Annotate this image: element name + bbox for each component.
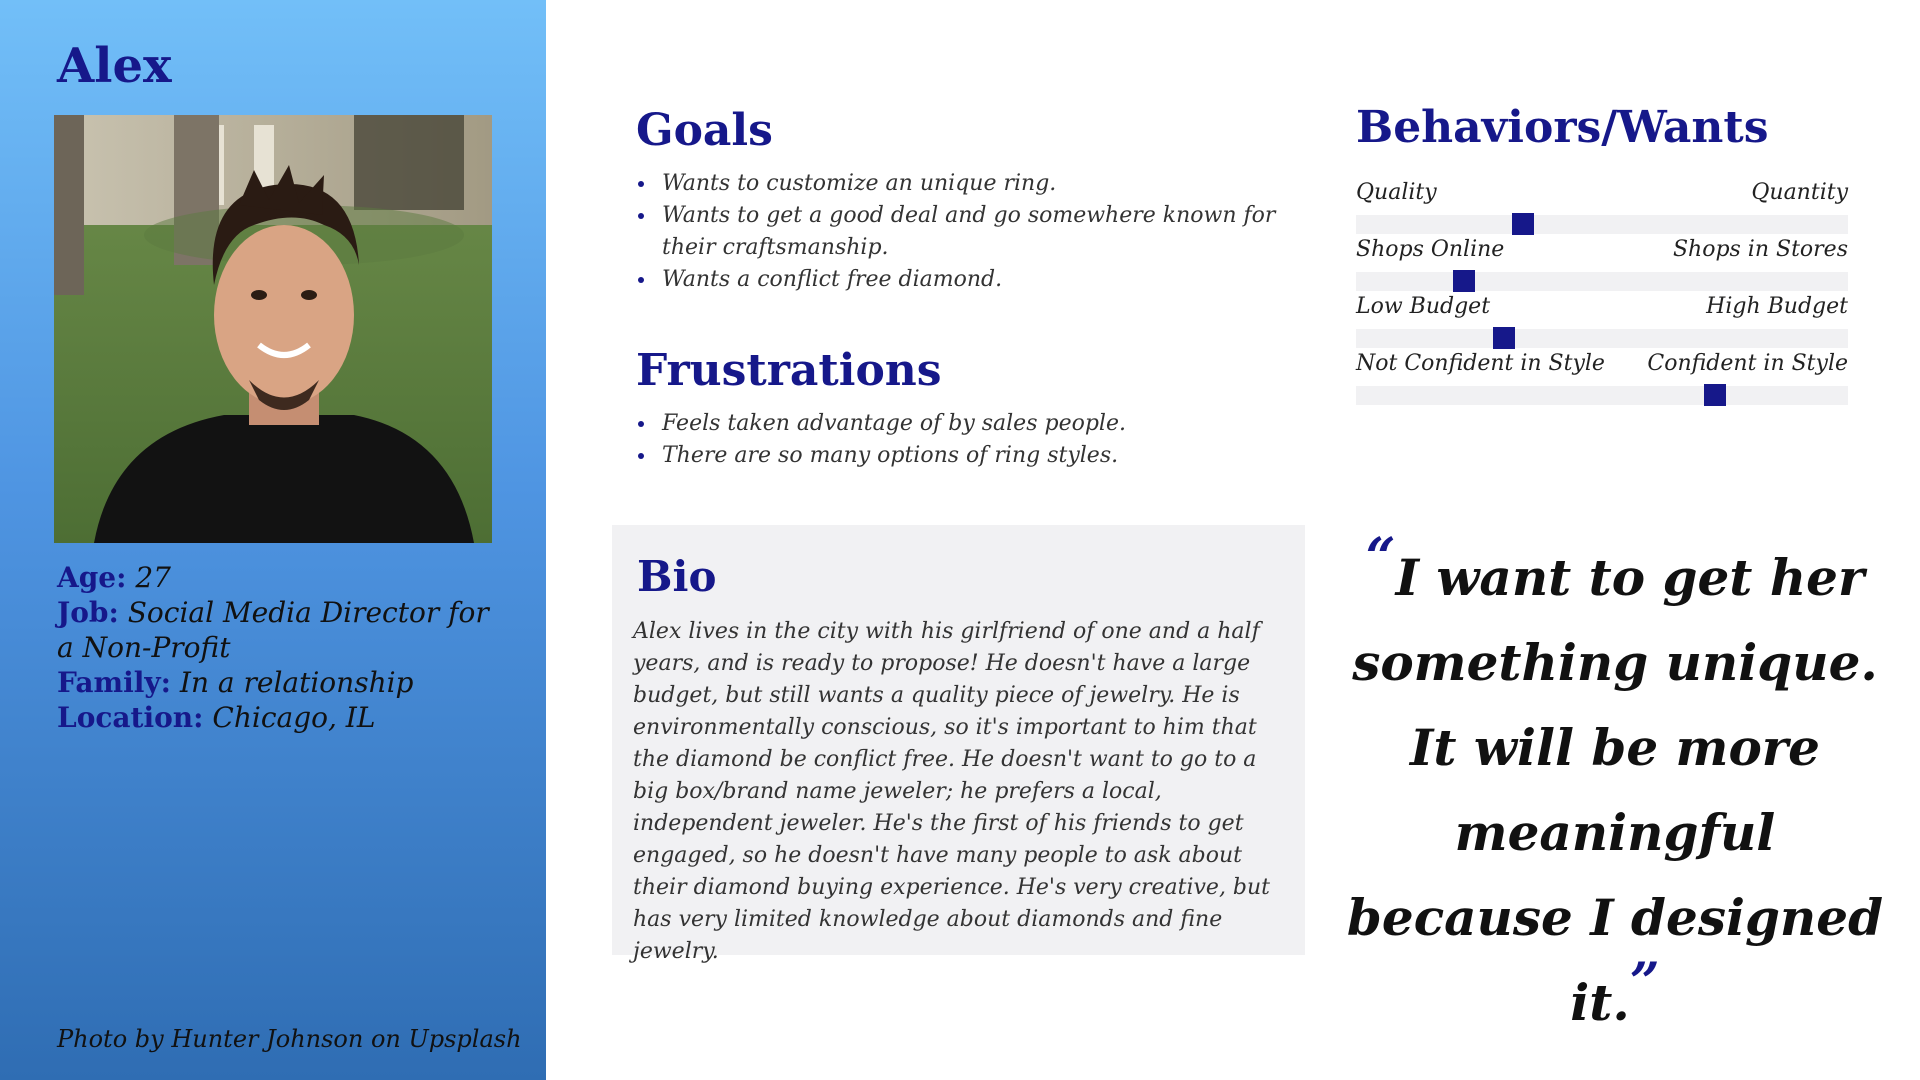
slider-track bbox=[1356, 272, 1848, 291]
job-row bbox=[57, 595, 507, 665]
age-label: Age: bbox=[57, 561, 127, 594]
list-item: Feels taken advantage of by sales people. bbox=[636, 408, 1276, 440]
goals-list bbox=[636, 168, 1276, 296]
job-value: Social Media Director for a Non-Profit bbox=[57, 596, 489, 664]
slider-marker bbox=[1493, 327, 1515, 349]
slider-right-label: Shops in Stores bbox=[1672, 237, 1848, 262]
slider-track bbox=[1356, 329, 1848, 348]
location-label: Location: bbox=[57, 701, 204, 734]
close-quote-mark: ” bbox=[1629, 952, 1660, 1013]
age-value: 27 bbox=[135, 561, 171, 594]
location-row bbox=[57, 700, 507, 735]
persona-sidebar bbox=[0, 0, 546, 1080]
behaviors-heading: Behaviors/Wants bbox=[1356, 102, 1769, 153]
slider-left-label: Not Confident in Style bbox=[1356, 351, 1605, 376]
slider-style-confidence bbox=[1356, 349, 1848, 406]
persona-details bbox=[57, 560, 507, 735]
slider-marker bbox=[1704, 384, 1726, 406]
frustrations-list bbox=[636, 408, 1276, 472]
slider-online-stores bbox=[1356, 235, 1848, 292]
persona-photo-image bbox=[54, 115, 492, 543]
slider-left-label: Low Budget bbox=[1356, 294, 1491, 319]
list-item: Wants to customize an unique ring. bbox=[636, 168, 1276, 200]
bio-text: Alex lives in the city with his girlfriend of one and a half years, and is ready to propose! He doesn't have a large budget, but still wants a quality piece of jewelry. He is environmentally conscious, so it's important to him that the diamond be conflict free. He doesn't want to go to a big box/brand name jeweler; he prefers a local, independent jeweler. He's the first of his friends to get engaged, so he doesn't have many people to ask about their diamond buying experience. He's very creative, but has very limited knowledge about diamonds and fine jewelry. bbox=[633, 619, 1271, 964]
slider-track bbox=[1356, 386, 1848, 405]
family-label: Family: bbox=[57, 666, 171, 699]
slider-marker bbox=[1453, 270, 1475, 292]
persona-quote bbox=[1335, 527, 1895, 1045]
slider-right-label: High Budget bbox=[1706, 294, 1848, 319]
family-value: In a relationship bbox=[179, 666, 414, 699]
bio-heading: Bio bbox=[637, 552, 717, 601]
slider-quality-quantity bbox=[1356, 178, 1848, 235]
slider-left-label: Quality bbox=[1356, 180, 1437, 205]
age-row bbox=[57, 560, 507, 595]
goals-heading: Goals bbox=[636, 105, 773, 156]
list-item: There are so many options of ring styles. bbox=[636, 440, 1276, 472]
list-item: Wants to get a good deal and go somewhere known for their craftsmanship. bbox=[636, 200, 1276, 264]
location-value: Chicago, IL bbox=[212, 701, 376, 734]
slider-marker bbox=[1512, 213, 1534, 235]
quote-text: I want to get her something unique. It will be more meaningful because I designed it. bbox=[1346, 548, 1884, 1032]
persona-name: Alex bbox=[57, 38, 172, 94]
family-row bbox=[57, 665, 507, 700]
frustrations-heading: Frustrations bbox=[636, 345, 942, 396]
slider-track bbox=[1356, 215, 1848, 234]
slider-right-label: Quantity bbox=[1751, 180, 1848, 205]
slider-budget bbox=[1356, 292, 1848, 349]
behaviors-sliders bbox=[1356, 178, 1848, 406]
slider-left-label: Shops Online bbox=[1356, 237, 1505, 262]
job-label: Job: bbox=[57, 596, 119, 629]
slider-right-label: Confident in Style bbox=[1647, 351, 1848, 376]
persona-photo bbox=[54, 115, 492, 543]
bio-panel bbox=[612, 525, 1305, 964]
photo-credit: Photo by Hunter Johnson on Upsplash bbox=[57, 1025, 522, 1053]
list-item: Wants a conflict free diamond. bbox=[636, 264, 1276, 296]
open-quote-mark: “ bbox=[1365, 527, 1396, 588]
